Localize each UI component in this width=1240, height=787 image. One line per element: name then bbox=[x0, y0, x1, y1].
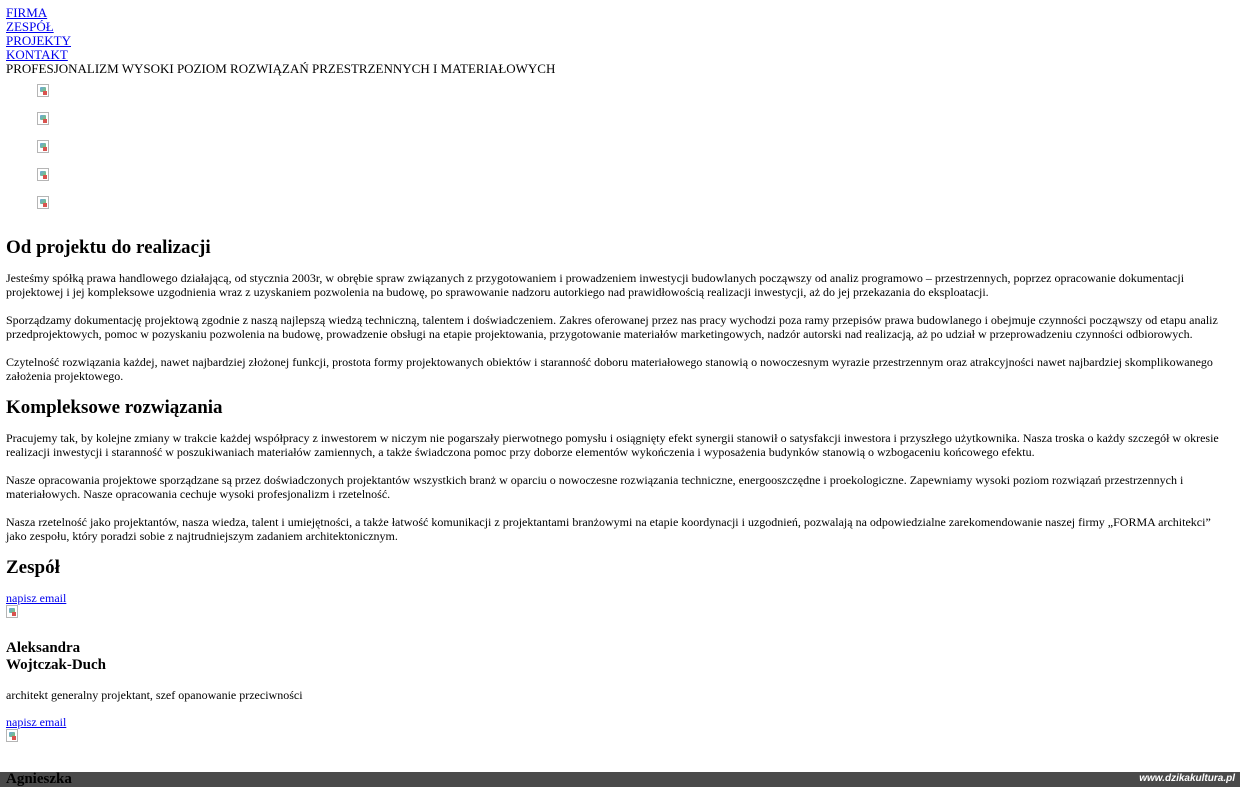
section-kompleksowe bbox=[6, 397, 1234, 543]
broken-image-icon bbox=[37, 168, 49, 181]
paragraph: Nasze opracowania projektowe sporządzane są przez doświadczonych projektantów wszystkich branż w oparciu o nowoczesne rozwiązania techniczne, energooszczędne i proekologiczne. Zapewniamy wysoki poziom rozwiązań przestrzennych i materiałowych. Nasze opracowania cechuje wysoki profesjonalizm i rzetelność. bbox=[6, 473, 1184, 501]
nav-link-zespol[interactable]: ZESPÓŁ bbox=[6, 19, 54, 34]
email-link[interactable]: napisz email bbox=[6, 715, 67, 729]
nav-link-firma[interactable]: FIRMA bbox=[6, 5, 48, 20]
footer-bar bbox=[0, 772, 1240, 787]
paragraph: Czytelność rozwiązania każdej, nawet najbardziej złożonej funkcji, prostota formy projektowanych obiektów i staranność doboru materiałowego stanowią o nowoczesnym wyrazie przestrzennym oraz atrakcyjności nawet najbardziej skomplikowanego założenia projektowego. bbox=[6, 355, 1213, 383]
member-name bbox=[6, 640, 1234, 674]
member-role: architekt generalny projektant, szef opanowanie przeciwności bbox=[6, 688, 303, 702]
section-realizacja bbox=[6, 237, 1234, 383]
section-heading: Kompleksowe rozwiązania bbox=[6, 397, 223, 418]
slideshow-list bbox=[6, 84, 1234, 224]
section-heading: Od projektu do realizacji bbox=[6, 237, 211, 258]
member-first-name: Aleksandra bbox=[6, 640, 81, 656]
slide-item bbox=[37, 84, 1234, 112]
slide-item bbox=[37, 112, 1234, 140]
broken-image-icon bbox=[37, 196, 49, 209]
main-nav bbox=[6, 6, 1234, 62]
slide-item bbox=[37, 168, 1234, 196]
section-heading: Zespół bbox=[6, 557, 60, 578]
team-member bbox=[6, 591, 1234, 702]
nav-link-projekty[interactable]: PROJEKTY bbox=[6, 33, 72, 48]
footer-brand-link[interactable]: www.dzikakultura.pl bbox=[1139, 773, 1235, 784]
member-last-name: Wojtczak-Duch bbox=[6, 657, 106, 673]
email-link[interactable]: napisz email bbox=[6, 591, 67, 605]
paragraph: Pracujemy tak, by kolejne zmiany w trakcie każdej współpracy z inwestorem w niczym nie pogarszały pierwotnego pomysłu i osiągnięty efekt synergii stanowił o satysfakcji inwestora i przyszłego użytkownika. Nasza troska o każdy szczegół w okresie realizacji inwestycji i staranność w poszukiwaniach materiałów zamiennych, a także świadczona pomoc przy doborze elementów wykończenia i wyposażenia budynków stanowią o wzbogaceniu końcowego efektu. bbox=[6, 431, 1219, 459]
slide-item bbox=[37, 196, 1234, 224]
paragraph: Nasza rzetelność jako projektantów, nasza wiedza, talent i umiejętności, a także łatwość komunikacji z projektantami branżowymi na etapie koordynacji i uzgodnień, pozwalają na odpowiedzialne zarekomendowanie naszej firmy „FORMA architekci” jako zespołu, który poradzi sobie z najtrudniejszym zadaniem architektonicznym. bbox=[6, 515, 1211, 543]
nav-link-kontakt[interactable]: KONTAKT bbox=[6, 47, 68, 62]
member-photo-broken-icon bbox=[6, 729, 18, 742]
broken-image-icon bbox=[37, 140, 49, 153]
paragraph: Sporządzamy dokumentację projektową zgodnie z naszą najlepszą wiedzą techniczną, talentem i doświadczeniem. Zakres oferowanej przez nas pracy wychodzi poza ramy przepisów prawa budowlanego i obejmuje czynności począwszy od etapu analiz przedprojektowych, pomoc w pozyskaniu pozwolenia na budowę, prowadzenie obsługi na etapie projektowania, przygotowanie materiałów marketingowych, nadzór autorski nad realizacją, aż po udział w przeprowadzeniu czynności odbiorowych. bbox=[6, 313, 1218, 341]
team-member bbox=[6, 715, 1234, 746]
slide-item bbox=[37, 140, 1234, 168]
broken-image-icon bbox=[37, 84, 49, 97]
section-zespol bbox=[6, 557, 1234, 746]
paragraph: Jesteśmy spółką prawa handlowego działającą, od stycznia 2003r, w obrębie spraw związanych z przygotowaniem i prowadzeniem inwestycji budowlanych począwszy od analiz programowo – przestrzennych, poprzez opracowanie dokumentacji projektowej i jej kompleksowe uzgodnienia wraz z uzyskaniem pozwolenia na budowę, po sprawowanie nadzoru autorkiego nad prawidłowością realizacji inwestycji, aż do jej przekazania do eksploatacji. bbox=[6, 271, 1185, 299]
member-photo-broken-icon bbox=[6, 605, 18, 618]
site-tagline: PROFESJONALIZM WYSOKI POZIOM ROZWIĄZAŃ PRZESTRZENNYCH I MATERIAŁOWYCH bbox=[6, 61, 556, 76]
broken-image-icon bbox=[37, 112, 49, 125]
member-first-name: Agnieszka bbox=[6, 771, 72, 787]
